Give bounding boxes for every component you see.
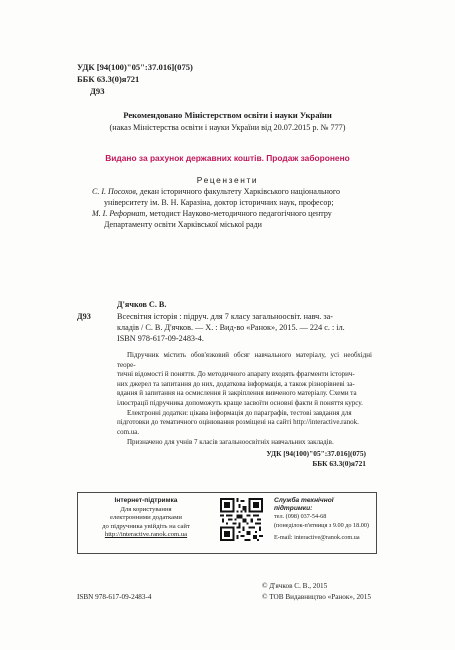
recommendation-order: (наказ Міністерства освіти і науки України від 20.07.2015 р. № 777) [109,123,346,132]
copyright-author: © Д'ячков С. В., 2015 [262,582,328,590]
bib-line-2: кладів / С. В. Д'ячков. — Х. : Вид-во «Ранок», 2015. — 224 с. : іл. [117,323,345,332]
recommendation-title: Рекомендовано Міністерством освіти і науки України [123,110,332,120]
reviewer-line-2: університету ім. В. Н. Каразіна, доктор історичних наук, професор; [104,198,334,207]
bib-line-1: Всесвітня історія : підруч. для 7 класу загальноосвіт. навч. за- [117,312,333,321]
support-box [77,492,377,554]
bib-author: Д'ячков С. В. [117,300,167,309]
tech-support-title: Служба технічної підтримки: [274,497,334,513]
annotation-line: тичні відомості й поняття. До методичного апарату входять фрагменти історич- [117,370,355,379]
footer-isbn: ISBN 978-617-09-2483-4 [77,593,152,601]
reviewer-line-1: С. І. Посохов, декан історичного факультету Харківського національного [92,187,340,196]
bib-index: Д93 [77,312,91,321]
annotation-line: Електронні додатки: цікава інформація до параграфів, тестові завдання для [127,408,352,417]
annotation-block [117,351,372,448]
annotation-line: підготовки до тематичного оцінювання розміщені на сайті http://interactive.ranok. [117,418,359,427]
internet-support-line: Для користування [120,505,172,513]
copyright-publisher: © ТОВ Видавництво «Ранок», 2015 [262,593,371,601]
internet-support-line: електронними додатками [110,514,182,522]
qr-code-icon[interactable] [220,498,263,541]
bib-line-3: ISBN 978-617-09-2483-4. [117,334,204,343]
bbk-code-right: ББК 63.3(0)я721 [312,459,366,468]
interactive-site-link[interactable]: http://interactive.ranok.com.ua [104,531,188,539]
reviewers-title: Рецензенти [196,175,259,185]
udk-code: УДК [94(100)"05":37.016](075) [77,62,193,72]
internet-support-line: до підручника увійдіть на сайт [102,522,190,530]
tech-support-phone: тел. (098) 037-54-68 [274,513,327,521]
annotation-line: них джерел та запитання до них, додаткова інформація, а також різнорівневі за- [117,379,355,388]
annotation-line: ілюстрації підручника допоможуть краще засвоїти основні факти й поняття курсу. [117,398,363,407]
annotation-line: Підручник містить обов'язковий обсяг навчального матеріалу, усі необхідні теоре- [117,351,372,369]
reviewer-line-3: М. І. Реформат, методист Науково-методичного педагогічного центру [92,209,332,218]
annotation-purpose: Призначено для учнів 7 класів загальноосвітніх навчальних закладів. [127,438,334,447]
author-index: Д93 [90,86,105,96]
state-funding-notice: Видано за рахунок державних коштів. Продаж заборонено [105,153,350,163]
internet-support [86,497,206,540]
bbk-code: ББК 63.3(0)я721 [77,74,140,84]
internet-support-title: Інтернет-підтримка [114,497,178,504]
tech-support-email[interactable]: E-mail: interactive@ranok.com.ua [274,533,360,541]
udk-code-right: УДК [94(100)"05":37.016](075) [266,449,366,458]
annotation-line: com.ua. [117,427,140,436]
reviewer-line-4: Департаменту освіти Харківської міської ради [104,220,262,229]
tech-support-hours: (понеділок-п'ятниця з 9.00 до 18.00) [274,521,369,529]
tech-support [274,497,372,542]
annotation-line: вдання й запитання на осмислення й закріплення вивченого матеріалу. Схеми та [117,389,357,398]
